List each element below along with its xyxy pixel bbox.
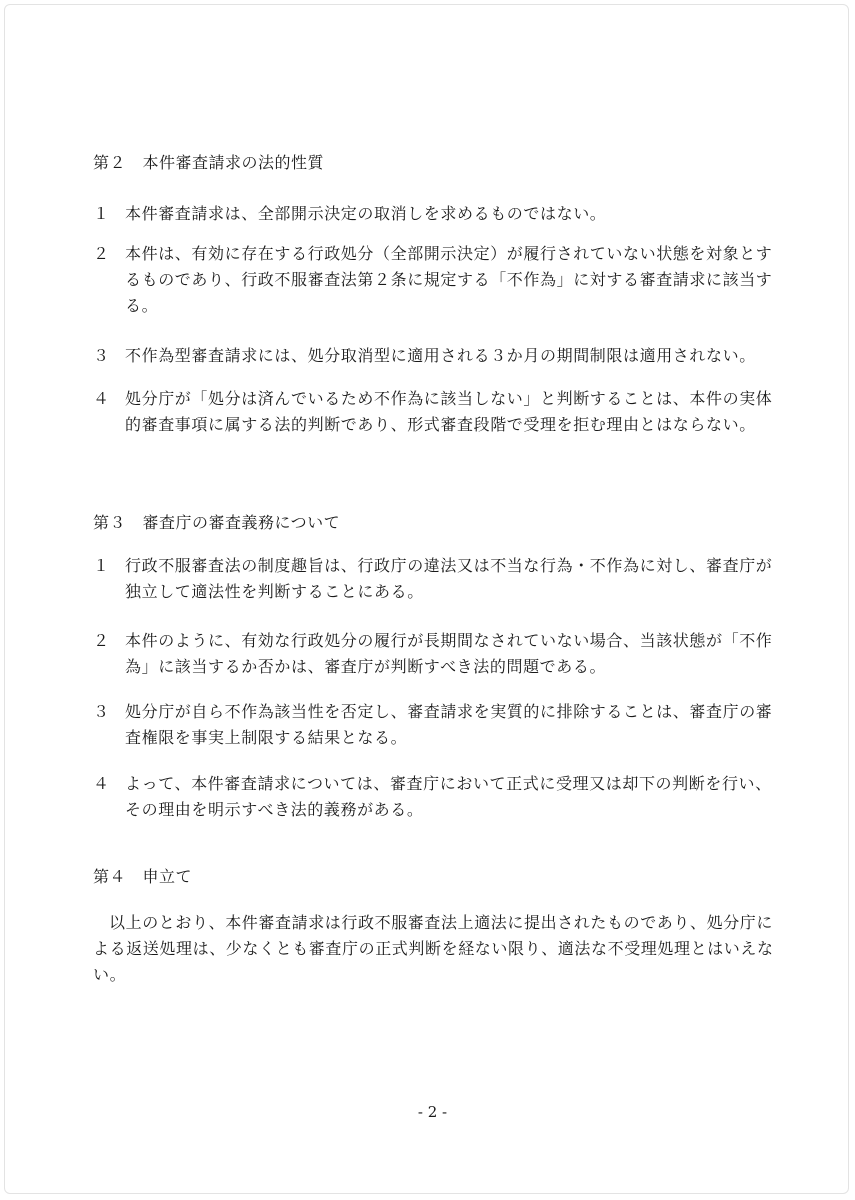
item-number: １ <box>93 556 110 575</box>
section-4-heading: 第４ 申立て <box>93 867 193 886</box>
item-number: ２ <box>93 631 110 650</box>
section-4-paragraph: 以上のとおり、本件審査請求は行政不服審査法上適法に提出されたものであり、処分庁による返送処理は、少なくとも審査庁の正式判断を経ない限り、適法な不受理処理とはいえない。 <box>93 913 774 984</box>
item-text: 本件のように、有効な行政処分の履行が長期間なされていない場合、当該状態が「不作為」に該当するか否かは、審査庁が判断すべき法的問題である。 <box>125 631 773 676</box>
item-number: ４ <box>93 774 110 793</box>
item-text: 本件審査請求は、全部開示決定の取消しを求めるものではない。 <box>125 204 607 223</box>
page-number: - 2 - <box>417 1103 448 1121</box>
item-number: ３ <box>93 346 110 365</box>
item-text: 本件は、有効に存在する行政処分（全部開示決定）が履行されていない状態を対象とするものであり、行政不服審査法第２条に規定する「不作為」に対する審査請求に該当する。 <box>125 244 773 315</box>
section-3-item-1 <box>93 553 783 605</box>
item-text: 処分庁が自ら不作為該当性を否定し、審査請求を実質的に排除することは、審査庁の審査権限を事実上制限する結果となる。 <box>125 702 773 747</box>
section-2-item-2 <box>93 241 783 319</box>
item-number: ３ <box>93 702 110 721</box>
item-number: ２ <box>93 244 110 263</box>
item-text: 処分庁が「処分は済んでいるため不作為に該当しない」と判断することは、本件の実体的審査事項に属する法的判断であり、形式審査段階で受理を拒む理由とはならない。 <box>125 389 773 434</box>
section-2-item-1 <box>93 201 783 227</box>
document-page <box>4 4 849 1194</box>
item-number: ４ <box>93 389 110 408</box>
section-3-heading: 第３ 審査庁の審査義務について <box>93 513 341 532</box>
item-number: １ <box>93 204 110 223</box>
item-text: 不作為型審査請求には、処分取消型に適用される３か月の期間制限は適用されない。 <box>125 346 756 365</box>
section-3-item-4 <box>93 771 783 823</box>
section-2-heading: 第２ 本件審査請求の法的性質 <box>93 153 325 172</box>
section-3-item-3 <box>93 699 783 751</box>
section-3-item-2 <box>93 628 783 680</box>
section-2-item-3 <box>93 343 783 369</box>
item-text: 行政不服審査法の制度趣旨は、行政庁の違法又は不当な行為・不作為に対し、審査庁が独立して適法性を判断することにある。 <box>125 556 773 601</box>
item-text: よって、本件審査請求については、審査庁において正式に受理又は却下の判断を行い、その理由を明示すべき法的義務がある。 <box>125 774 772 819</box>
section-2-item-4 <box>93 386 783 438</box>
